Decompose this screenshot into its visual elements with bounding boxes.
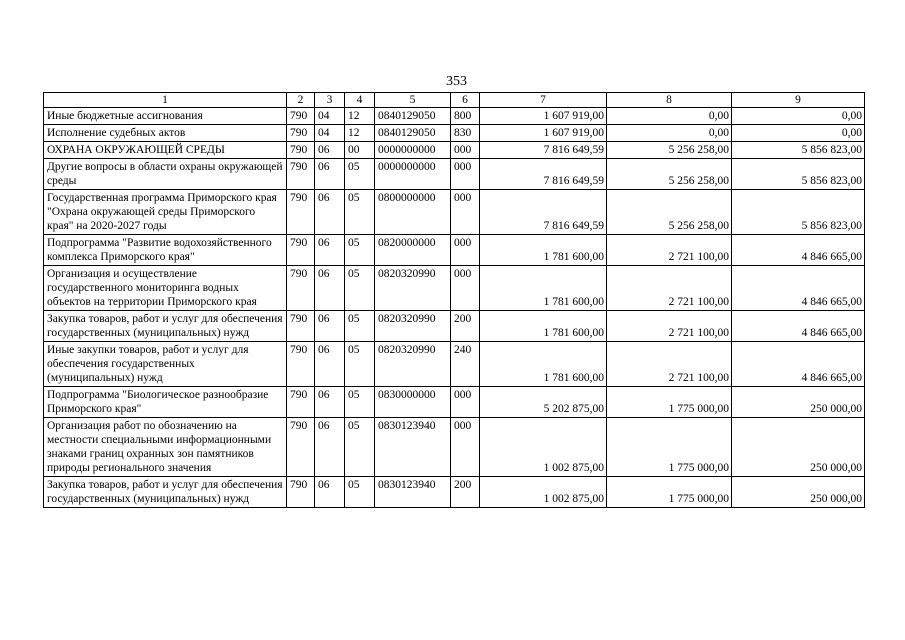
header-cell: 1 xyxy=(44,93,287,108)
row-amount-col9-cell: 0,00 xyxy=(732,108,865,125)
row-target-article-cell: 0840129050 xyxy=(375,125,451,142)
row-section-cell: 06 xyxy=(315,235,345,266)
row-amount-col9-cell: 4 846 665,00 xyxy=(732,235,865,266)
row-amount-col7-cell: 1 002 875,00 xyxy=(480,418,607,477)
row-expense-type-cell: 000 xyxy=(451,159,480,190)
row-name-cell: Закупка товаров, работ и услуг для обеспечения государственных (муниципальных) нужд xyxy=(44,311,287,342)
row-name-cell: Организация и осуществление государственного мониторинга водных объектов на территории Приморского края xyxy=(44,266,287,311)
row-target-article-cell: 0840129050 xyxy=(375,108,451,125)
row-subsection-cell: 05 xyxy=(345,418,375,477)
row-admin-code-cell: 790 xyxy=(287,311,315,342)
row-amount-col7-cell: 1 781 600,00 xyxy=(480,342,607,387)
row-amount-col9-cell: 5 856 823,00 xyxy=(732,190,865,235)
header-cell: 3 xyxy=(315,93,345,108)
row-admin-code-cell: 790 xyxy=(287,266,315,311)
row-section-cell: 06 xyxy=(315,190,345,235)
row-target-article-cell: 0830000000 xyxy=(375,387,451,418)
row-subsection-cell: 12 xyxy=(345,125,375,142)
row-amount-col9-cell: 0,00 xyxy=(732,125,865,142)
row-name-cell: Другие вопросы в области охраны окружающей среды xyxy=(44,159,287,190)
row-amount-col9-cell: 5 856 823,00 xyxy=(732,142,865,159)
header-cell: 6 xyxy=(451,93,480,108)
row-subsection-cell: 05 xyxy=(345,387,375,418)
row-expense-type-cell: 200 xyxy=(451,311,480,342)
header-cell: 5 xyxy=(375,93,451,108)
row-name-cell: Исполнение судебных актов xyxy=(44,125,287,142)
row-amount-col7-cell: 7 816 649,59 xyxy=(480,190,607,235)
row-name-cell: Государственная программа Приморского края "Охрана окружающей среды Приморского края" на 2020-2027 годы xyxy=(44,190,287,235)
row-section-cell: 06 xyxy=(315,159,345,190)
row-subsection-cell: 05 xyxy=(345,342,375,387)
table-row xyxy=(44,266,865,311)
row-amount-col7-cell: 7 816 649,59 xyxy=(480,142,607,159)
row-amount-col8-cell: 2 721 100,00 xyxy=(607,235,732,266)
row-expense-type-cell: 000 xyxy=(451,387,480,418)
row-subsection-cell: 05 xyxy=(345,477,375,508)
table-row xyxy=(44,418,865,477)
table-row xyxy=(44,108,865,125)
row-admin-code-cell: 790 xyxy=(287,142,315,159)
row-expense-type-cell: 000 xyxy=(451,190,480,235)
row-amount-col8-cell: 5 256 258,00 xyxy=(607,190,732,235)
table-row xyxy=(44,477,865,508)
row-target-article-cell: 0000000000 xyxy=(375,159,451,190)
row-amount-col7-cell: 7 816 649,59 xyxy=(480,159,607,190)
row-amount-col7-cell: 1 781 600,00 xyxy=(480,311,607,342)
row-target-article-cell: 0800000000 xyxy=(375,190,451,235)
row-expense-type-cell: 000 xyxy=(451,418,480,477)
row-admin-code-cell: 790 xyxy=(287,125,315,142)
row-subsection-cell: 05 xyxy=(345,159,375,190)
table-row xyxy=(44,342,865,387)
row-amount-col9-cell: 4 846 665,00 xyxy=(732,311,865,342)
row-expense-type-cell: 830 xyxy=(451,125,480,142)
row-amount-col9-cell: 4 846 665,00 xyxy=(732,266,865,311)
row-admin-code-cell: 790 xyxy=(287,477,315,508)
row-amount-col8-cell: 2 721 100,00 xyxy=(607,342,732,387)
row-section-cell: 06 xyxy=(315,387,345,418)
row-admin-code-cell: 790 xyxy=(287,387,315,418)
row-expense-type-cell: 000 xyxy=(451,142,480,159)
row-admin-code-cell: 790 xyxy=(287,342,315,387)
row-expense-type-cell: 000 xyxy=(451,266,480,311)
row-amount-col8-cell: 0,00 xyxy=(607,108,732,125)
row-expense-type-cell: 800 xyxy=(451,108,480,125)
row-admin-code-cell: 790 xyxy=(287,235,315,266)
row-amount-col7-cell: 1 781 600,00 xyxy=(480,266,607,311)
row-amount-col8-cell: 2 721 100,00 xyxy=(607,311,732,342)
header-cell: 2 xyxy=(287,93,315,108)
row-name-cell: Иные бюджетные ассигнования xyxy=(44,108,287,125)
header-cell: 7 xyxy=(480,93,607,108)
row-section-cell: 04 xyxy=(315,125,345,142)
row-section-cell: 06 xyxy=(315,477,345,508)
table-row xyxy=(44,142,865,159)
header-cell: 4 xyxy=(345,93,375,108)
row-name-cell: Организация работ по обозначению на местности специальными информационными знаками границ охранных зон памятников природы регионального значения xyxy=(44,418,287,477)
row-section-cell: 06 xyxy=(315,311,345,342)
row-expense-type-cell: 240 xyxy=(451,342,480,387)
row-name-cell: Иные закупки товаров, работ и услуг для обеспечения государственных (муниципальных) нужд xyxy=(44,342,287,387)
row-subsection-cell: 12 xyxy=(345,108,375,125)
table-row xyxy=(44,190,865,235)
header-cell: 9 xyxy=(732,93,865,108)
row-name-cell: ОХРАНА ОКРУЖАЮЩЕЙ СРЕДЫ xyxy=(44,142,287,159)
row-target-article-cell: 0820000000 xyxy=(375,235,451,266)
page-number: 353 xyxy=(446,74,467,89)
table-row xyxy=(44,159,865,190)
row-target-article-cell: 0830123940 xyxy=(375,418,451,477)
row-name-cell: Подпрограмма "Биологическое разнообразие Приморского края" xyxy=(44,387,287,418)
row-admin-code-cell: 790 xyxy=(287,190,315,235)
row-amount-col8-cell: 5 256 258,00 xyxy=(607,142,732,159)
row-subsection-cell: 05 xyxy=(345,266,375,311)
row-amount-col7-cell: 1 002 875,00 xyxy=(480,477,607,508)
row-amount-col9-cell: 4 846 665,00 xyxy=(732,342,865,387)
row-target-article-cell: 0820320990 xyxy=(375,266,451,311)
row-amount-col9-cell: 250 000,00 xyxy=(732,418,865,477)
table-row xyxy=(44,125,865,142)
row-section-cell: 04 xyxy=(315,108,345,125)
row-admin-code-cell: 790 xyxy=(287,108,315,125)
row-amount-col7-cell: 1 607 919,00 xyxy=(480,108,607,125)
table-header-row xyxy=(44,93,865,108)
row-section-cell: 06 xyxy=(315,418,345,477)
row-amount-col8-cell: 5 256 258,00 xyxy=(607,159,732,190)
table-row xyxy=(44,311,865,342)
row-amount-col9-cell: 5 856 823,00 xyxy=(732,159,865,190)
row-subsection-cell: 05 xyxy=(345,190,375,235)
row-amount-col7-cell: 1 781 600,00 xyxy=(480,235,607,266)
row-admin-code-cell: 790 xyxy=(287,159,315,190)
row-amount-col8-cell: 2 721 100,00 xyxy=(607,266,732,311)
row-amount-col7-cell: 1 607 919,00 xyxy=(480,125,607,142)
row-section-cell: 06 xyxy=(315,266,345,311)
table-row xyxy=(44,235,865,266)
row-target-article-cell: 0830123940 xyxy=(375,477,451,508)
row-amount-col9-cell: 250 000,00 xyxy=(732,477,865,508)
header-cell: 8 xyxy=(607,93,732,108)
row-expense-type-cell: 000 xyxy=(451,235,480,266)
row-amount-col8-cell: 1 775 000,00 xyxy=(607,477,732,508)
budget-table xyxy=(43,92,865,508)
row-amount-col8-cell: 1 775 000,00 xyxy=(607,418,732,477)
row-target-article-cell: 0820320990 xyxy=(375,342,451,387)
row-subsection-cell: 05 xyxy=(345,311,375,342)
row-target-article-cell: 0000000000 xyxy=(375,142,451,159)
row-amount-col9-cell: 250 000,00 xyxy=(732,387,865,418)
row-amount-col8-cell: 0,00 xyxy=(607,125,732,142)
row-name-cell: Подпрограмма "Развитие водохозяйственного комплекса Приморского края" xyxy=(44,235,287,266)
row-section-cell: 06 xyxy=(315,142,345,159)
row-name-cell: Закупка товаров, работ и услуг для обеспечения государственных (муниципальных) нужд xyxy=(44,477,287,508)
row-expense-type-cell: 200 xyxy=(451,477,480,508)
row-subsection-cell: 05 xyxy=(345,235,375,266)
row-target-article-cell: 0820320990 xyxy=(375,311,451,342)
row-admin-code-cell: 790 xyxy=(287,418,315,477)
row-section-cell: 06 xyxy=(315,342,345,387)
row-amount-col7-cell: 5 202 875,00 xyxy=(480,387,607,418)
table-row xyxy=(44,387,865,418)
row-amount-col8-cell: 1 775 000,00 xyxy=(607,387,732,418)
row-subsection-cell: 00 xyxy=(345,142,375,159)
